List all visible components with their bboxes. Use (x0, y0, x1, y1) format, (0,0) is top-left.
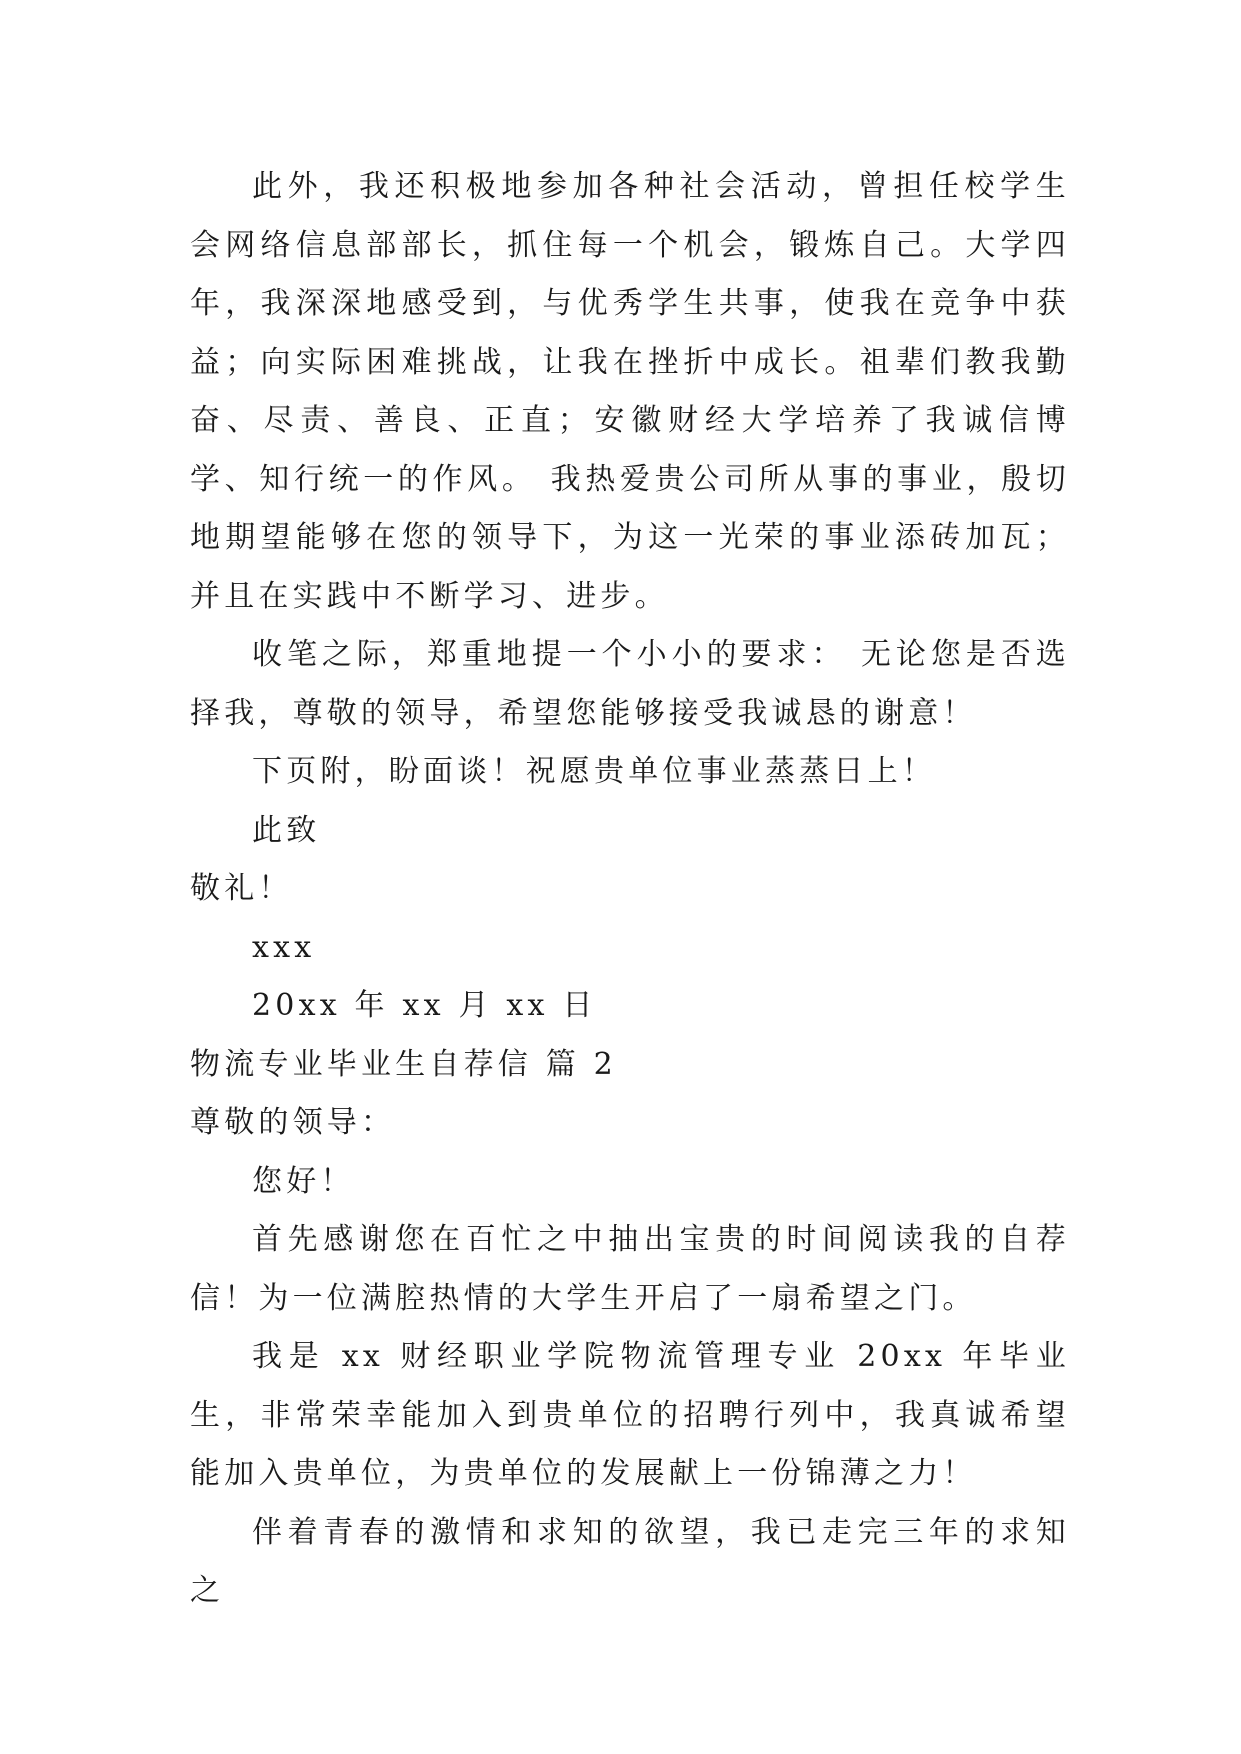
paragraph-activities: 此外，我还积极地参加各种社会活动，曾担任校学生会网络信息部部长，抓住每一个机会，锻炼自己。大学四年，我深深地感受到，与优秀学生共事，使我在竞争中获益；向实际困难挑战，让我在挫折中成长。祖辈们教我勤奋、尽责、善良、正直；安徽财经大学培养了我诚信博学、知行统一的作风。 我热爱贵公司所从事的事业，殷切地期望能够在您的领导下，为这一光荣的事业添砖加瓦；并且在实践中不断学习、进步。 (190, 169, 1070, 614)
section-title: 物流专业毕业生自荐信 篇 2 (190, 1046, 617, 1082)
paragraph-thanks: 首先感谢您在百忙之中抽出宝贵的时间阅读我的自荐信！为一位满腔热情的大学生开启了一扇希望之门。 (190, 1222, 1070, 1316)
paragraph-study: 伴着青春的激情和求知的欲望，我已走完三年的求知之 (190, 1514, 1070, 1608)
signature-date: 20xx 年 xx 月 xx 日 (252, 988, 597, 1023)
paragraph-closing-request: 收笔之际，郑重地提一个小小的要求： 无论您是否选择我，尊敬的领导，希望您能够接受我诚恳的谢意！ (190, 637, 1070, 731)
letter-hello: 您好！ (252, 1163, 355, 1199)
paragraph-wishes: 下页附，盼面谈！祝愿贵单位事业蒸蒸日上！ (252, 754, 936, 789)
signature-name: xxx (252, 929, 316, 965)
closing-regards: 敬礼！ (190, 871, 293, 906)
letter-greeting: 尊敬的领导： (190, 1105, 396, 1140)
closing-salutation: 此致 (252, 812, 321, 848)
paragraph-introduction: 我是 xx 财经职业学院物流管理专业 20xx 年毕业生，非常荣幸能加入到贵单位的招聘行列中，我真诚希望能加入贵单位，为贵单位的发展献上一份锦薄之力！ (190, 1339, 1070, 1491)
document-body (190, 158, 1070, 1621)
